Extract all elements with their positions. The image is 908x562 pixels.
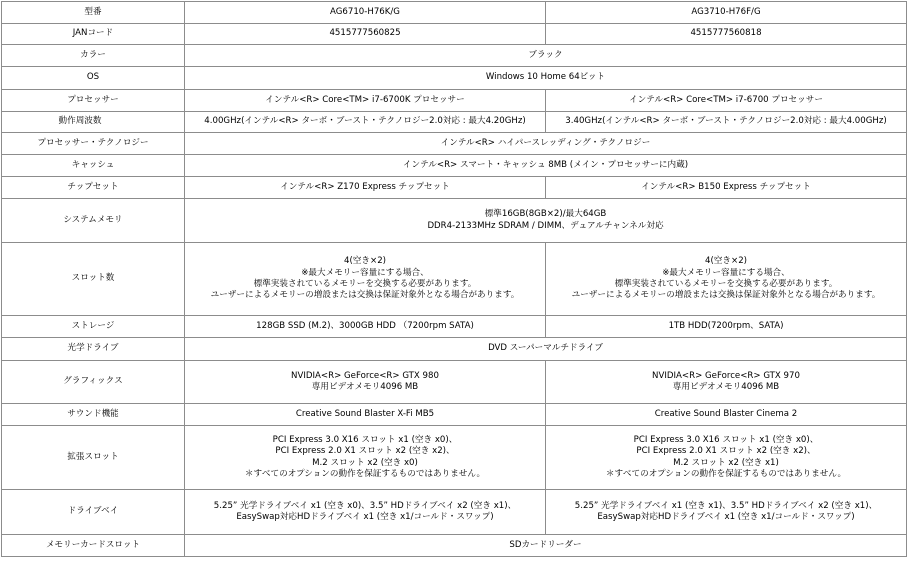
bays-b-line: EasySwap対応HDドライブベイ x1 (空き x1/コールド・スワップ): [597, 512, 855, 522]
sound-a: Creative Sound Blaster X-Fi MB5: [185, 404, 546, 426]
row-processor: [2, 90, 907, 112]
storage-a: 128GB SSD (M.2)、3000GB HDD （7200rpm SATA): [185, 316, 546, 338]
memory-value: [185, 199, 907, 243]
graphics-b-line: NVIDIA<R> GeForce<R> GTX 970: [652, 370, 800, 381]
cache-value: インテル<R> スマート・キャッシュ 8MB (メイン・プロセッサーに内蔵): [185, 155, 907, 177]
expansion-b-line: PCI Express 2.0 X1 スロット x2 (空き x2)、: [636, 446, 816, 457]
label-clock: 動作周波数: [2, 112, 185, 133]
row-os: [2, 67, 907, 90]
label-expansion: 拡張スロット: [2, 426, 185, 490]
expansion-b-line: ＊すべてのオプションの動作を保証するものではありません。: [605, 468, 847, 479]
bays-b: [546, 490, 907, 535]
processor-b: インテル<R> Core<TM> i7-6700 プロセッサー: [546, 90, 907, 112]
graphics-b-line: 専用ビデオメモリ4096 MB: [672, 382, 780, 392]
label-tech: プロセッサー・テクノロジー: [2, 133, 185, 155]
row-memory: [2, 199, 907, 243]
expansion-a-line: ＊すべてのオプションの動作を保証するものではありません。: [244, 468, 486, 479]
graphics-a: [185, 361, 546, 404]
slots-a: [185, 243, 546, 316]
jan-b: 4515777560818: [546, 24, 907, 45]
expansion-a: [185, 426, 546, 490]
row-tech: [2, 133, 907, 155]
label-storage: ストレージ: [2, 316, 185, 338]
label-slots: スロット数: [2, 243, 185, 316]
jan-a: 4515777560825: [185, 24, 546, 45]
chipset-a: インテル<R> Z170 Express チップセット: [185, 177, 546, 199]
slots-a-line: ※最大メモリー容量にする場合、: [301, 267, 429, 278]
storage-b: 1TB HDD(7200rpm、SATA): [546, 316, 907, 338]
row-sound: [2, 404, 907, 426]
slots-a-line: ユーザーによるメモリーの増設または交換は保証対象外となる場合があります。: [210, 290, 520, 301]
graphics-a-line: NVIDIA<R> GeForce<R> GTX 980: [291, 370, 439, 381]
label-memory: システムメモリ: [2, 199, 185, 243]
label-optical: 光学ドライブ: [2, 338, 185, 361]
row-storage: [2, 316, 907, 338]
clock-b: 3.40GHz(インテル<R> ターボ・ブースト・テクノロジー2.0対応 : 最大4.00GHz): [546, 112, 907, 133]
label-bays: ドライブベイ: [2, 490, 185, 535]
tech-value: インテル<R> ハイパースレッディング・テクノロジー: [185, 133, 907, 155]
label-sound: サウンド機能: [2, 404, 185, 426]
bays-a-line: 5.25” 光学ドライブベイ x1 (空き x0)、3.5” HDドライブベイ x2 (空き x1)、: [213, 500, 517, 511]
slots-b-line: ※最大メモリー容量にする場合、: [662, 267, 790, 278]
row-bays: [2, 490, 907, 535]
chipset-b: インテル<R> B150 Express チップセット: [546, 177, 907, 199]
processor-a: インテル<R> Core<TM> i7-6700K プロセッサー: [185, 90, 546, 112]
slots-b: [546, 243, 907, 316]
memory-line: DDR4-2133MHz SDRAM / DIMM、デュアルチャンネル対応: [427, 220, 664, 231]
slots-b-line: 標準実装されているメモリーを交換する必要があります。: [614, 279, 838, 289]
row-cardslot: [2, 535, 907, 557]
bays-a-line: EasySwap対応HDドライブベイ x1 (空き x1/コールド・スワップ): [236, 512, 494, 522]
row-optical: [2, 338, 907, 361]
row-jan: [2, 24, 907, 45]
model-b: AG3710-H76F/G: [546, 2, 907, 24]
expansion-b-line: M.2 スロット x2 (空き x1): [673, 457, 779, 468]
row-cache: [2, 155, 907, 177]
label-processor: プロセッサー: [2, 90, 185, 112]
label-cache: キャッシュ: [2, 155, 185, 177]
slots-a-line: 標準実装されているメモリーを交換する必要があります。: [253, 279, 477, 289]
memory-line: 標準16GB(8GB×2)/最大64GB: [484, 209, 607, 220]
label-jan: JANコード: [2, 24, 185, 45]
label-chipset: チップセット: [2, 177, 185, 199]
row-expansion: [2, 426, 907, 490]
optical-value: DVD スーパーマルチドライブ: [185, 338, 907, 361]
spec-table: [1, 1, 907, 557]
row-chipset: [2, 177, 907, 199]
label-color: カラー: [2, 45, 185, 67]
row-slots: [2, 243, 907, 316]
bays-b-line: 5.25” 光学ドライブベイ x1 (空き x1)、3.5” HDドライブベイ x2 (空き x1)、: [574, 500, 878, 511]
cardslot-value: SDカードリーダー: [185, 535, 907, 557]
expansion-b: [546, 426, 907, 490]
label-cardslot: メモリーカードスロット: [2, 535, 185, 557]
sound-b: Creative Sound Blaster Cinema 2: [546, 404, 907, 426]
graphics-a-line: 専用ビデオメモリ4096 MB: [311, 382, 419, 392]
label-graphics: グラフィックス: [2, 361, 185, 404]
label-model: 型番: [2, 2, 185, 24]
row-color: [2, 45, 907, 67]
model-a: AG6710-H76K/G: [185, 2, 546, 24]
color-value: ブラック: [185, 45, 907, 67]
clock-a: 4.00GHz(インテル<R> ターボ・ブースト・テクノロジー2.0対応 : 最大4.20GHz): [185, 112, 546, 133]
slots-a-line: 4(空き×2): [343, 256, 387, 267]
row-clock: [2, 112, 907, 133]
graphics-b: [546, 361, 907, 404]
os-value: Windows 10 Home 64ビット: [185, 67, 907, 90]
expansion-a-line: PCI Express 2.0 X1 スロット x2 (空き x2)、: [275, 446, 455, 457]
expansion-a-line: M.2 スロット x2 (空き x0): [312, 457, 418, 468]
slots-b-line: 4(空き×2): [704, 256, 748, 267]
bays-a: [185, 490, 546, 535]
label-os: OS: [2, 67, 185, 90]
expansion-a-line: PCI Express 3.0 X16 スロット x1 (空き x0)、: [272, 434, 458, 445]
slots-b-line: ユーザーによるメモリーの増設または交換は保証対象外となる場合があります。: [571, 290, 881, 301]
row-model: [2, 2, 907, 24]
row-graphics: [2, 361, 907, 404]
expansion-b-line: PCI Express 3.0 X16 スロット x1 (空き x0)、: [633, 434, 819, 445]
